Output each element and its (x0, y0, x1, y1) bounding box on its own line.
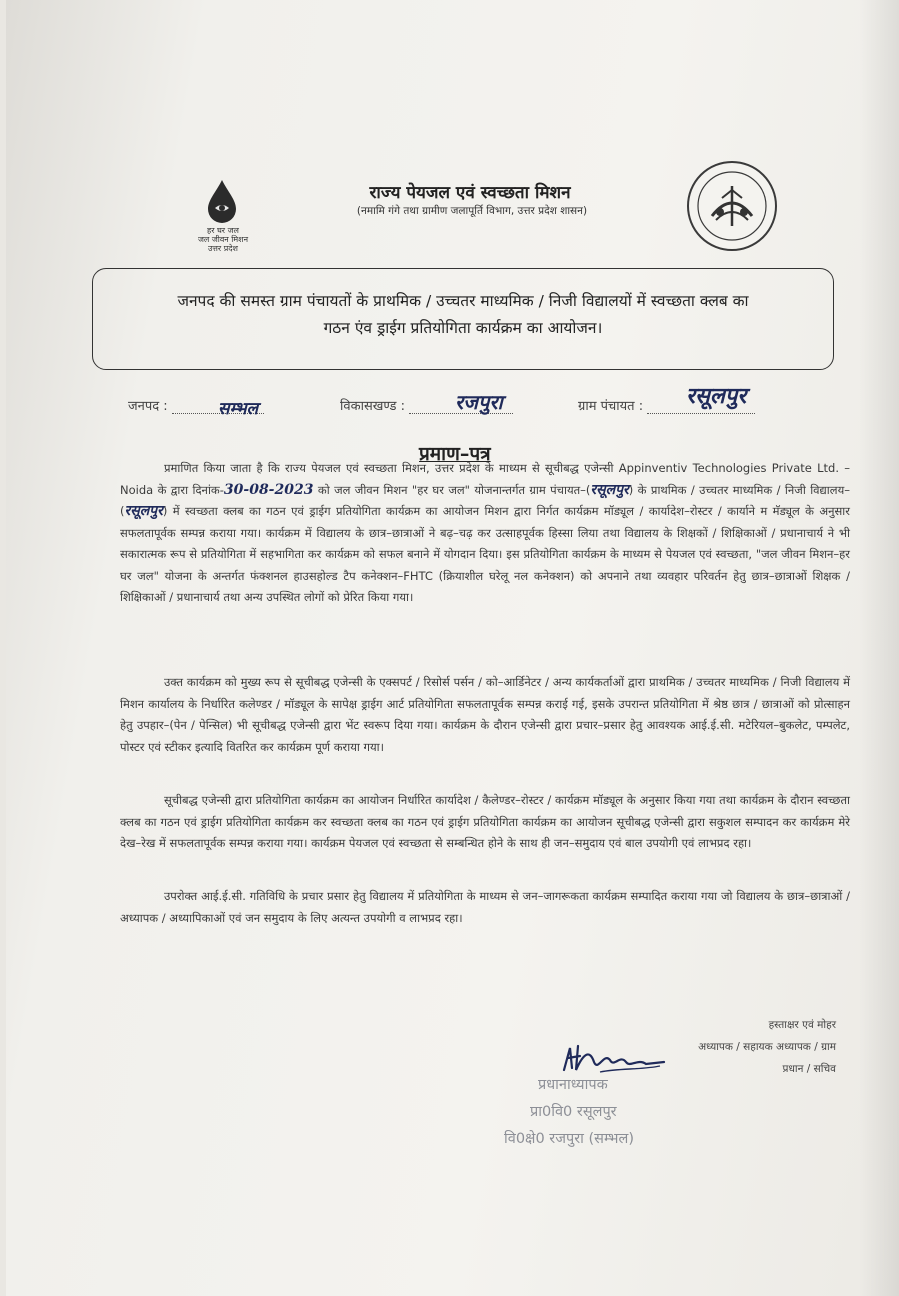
p1-text-a: प्रमाणित किया जाता है कि राज्य पेयजल एवं स्वच्छता मिशन, उत्तर प्रदेश के माध्यम से सूचीबद्ध एजेन्सी Appinventiv Technologies Private Ltd. – Noida के द्वारा दिनांक- (120, 461, 850, 497)
paragraph-1 (120, 458, 850, 609)
signature-label-1: हस्ताक्षर एवं मोहर (768, 1019, 836, 1031)
p2-text: उक्त कार्यक्रम को मुख्य रूप से सूचीबद्ध एजेन्सी के एक्सपर्ट / रिसोर्स पर्सन / को–आर्डिनेटर / अन्य कार्यकर्ताओं द्वारा प्राथमिक / उच्चतर माध्यमिक / निजी विद्यालय में मिशन कार्यालय के निर्धारित कलेण्डर / मॉड्यूल के सापेक्ष ड्राईग आर्ट प्रतियोगिता सफलतापूर्वक सम्पन्न कराई गई, इसके उपरान्त प्रतियोगिता में श्रेष्ठ छात्र / छात्राओं को प्रोत्साहन हेतु उपहार–(पेन / पेन्सिल) भी सूचीबद्ध एजेन्सी द्वारा भेंट स्वरूप दिया गया। कार्यक्रम के दौरान एजेन्सी द्वारा प्रचार–प्रसार हेतु आवश्यक आई.ई.सी. मटेरियल–बुकलेट, पम्पलेट, पोस्टर एवं स्टीकर इत्यादि वितरित कर कार्यक्रम पूर्ण कराया गया। (120, 675, 850, 754)
p1-text-b: को जल जीवन मिशन "हर घर जल" योजनान्तर्गत ग्राम पंचायत–( (313, 482, 591, 497)
district-label: जनपद : (128, 399, 168, 414)
district-value: सम्भल (218, 399, 259, 419)
logo-caption-1: हर घर जल (207, 226, 239, 235)
har-ghar-jal-logo (188, 178, 258, 264)
signature-block (650, 1014, 836, 1080)
p1-school: रसूलपुर (124, 503, 163, 519)
paragraph-3 (120, 790, 850, 855)
stamp-line-1: प्रधानाध्यापक (538, 1077, 608, 1093)
stamp-line-2: प्रा0वि0 रसूलपुर (530, 1104, 617, 1120)
signature-label-3: प्रधान / सचिव (782, 1063, 836, 1075)
headmaster-stamp (500, 1072, 700, 1162)
block-label: विकासखण्ड : (340, 399, 406, 414)
p3-text: सूचीबद्ध एजेन्सी द्वारा प्रतियोगिता कार्यक्रम का आयोजन निर्धारित कार्यादेश / कैलेण्डर–रोस्टर / कार्यक्रम मॉड्यूल के अनुसार किया गया तथा कार्यक्रम के दौरान स्वच्छता क्लब का गठन एवं ड्राईग प्रतियोगिता कार्यक्रम कर स्वच्छता क्लब का गठन एवं ड्राईग प्रतियोगिता कार्यक्रम का आयोजन सूचीबद्ध एजेन्सी द्वारा सकुशल सम्पादन कर कार्यक्रम मेरे देख–रेख में सफलतापूर्वक सम्पन्न कराया गया। कार्यक्रम पेयजल एवं स्वच्छता से सम्बन्धित होने के साथ ही जन–समुदाय एवं बाल उपयोगी एवं लाभप्रद रहा। (120, 793, 850, 850)
panchayat-label: ग्राम पंचायत : (578, 399, 644, 414)
signature-label-2: अध्यापक / सहायक अध्यापक / ग्राम (698, 1041, 836, 1053)
certificate-heading: प्रमाण–पत्र (419, 443, 491, 465)
block-value: रजपुरा (455, 390, 503, 414)
mission-subtitle: (नमामि गंगे तथा ग्रामीण जलापूर्ति विभाग, उत्तर प्रदेश शासन) (356, 205, 588, 217)
logo-caption-2: जल जीवन मिशन (197, 235, 249, 244)
mission-title: राज्य पेयजल एवं स्वच्छता मिशन (369, 183, 571, 203)
water-drop-icon (204, 178, 240, 226)
p1-text-c: ) के प्राथमिक / उच्चतर माध्यमिक / निजी विद्यालय–( (120, 482, 851, 518)
stamp-line-3: वि0क्षे0 रजपुरा (सम्भल) (504, 1131, 634, 1147)
p1-gram-panchayat: रसूलपुर (590, 481, 629, 498)
subject-line-1: जनपद की समस्त ग्राम पंचायतों के प्राथमिक / उच्चतर माध्यमिक / निजी विद्यालयों में स्वच्छता क्लब का (177, 292, 749, 310)
paragraph-4 (120, 886, 850, 929)
p1-text-d: ) में स्वच्छता क्लब का गठन एवं ड्राईग प्रतियोगिता कार्यक्रम का आयोजन मिशन द्वारा निर्गत कार्यक्रम मॉड्यूल / कार्यादेश–रोस्टर / कार्याने म मॅड्यूल के अनुसार सफलतापूर्वक सम्पन्न कराया गया। कार्यक्रम में विद्यालय के छात्र–छात्राओं ने बढ़–चढ़ कर उत्साहपूर्वक हिस्सा लिया तथा विद्यालय के शिक्षकों / शिक्षिकाओं / प्रधानाचार्य ने भी सकारात्मक रूप से प्रतियोगिता में सहभागिता कर कार्यक्रम को सफल बनाने में योगदान दिया। इस प्रतियोगिता कार्यक्रम के माध्यम से पेयजल एवं स्वच्छता, "जल जीवन मिशन–हर घर जल" योजना के अन्तर्गत फंक्शनल हाउसहोल्ड टैप कनेक्शन–FHTC (क्रियाशील घरेलू नल कनेक्शन) को अपनाने तथा व्यवहार परिवर्तन हेतु छात्र–छात्राओं शिक्षक / शिक्षिकाओं / प्रधानाचार्य तथा अन्य उपस्थित लोगों को प्रेरित किया गया। (120, 504, 850, 604)
subject-line-2: गठन एंव ड्राईग प्रतियोगिता कार्यक्रम का आयोजन। (323, 319, 603, 337)
page-shadow (859, 0, 899, 1296)
subject-text (104, 288, 822, 342)
p4-text: उपरोक्त आई.ई.सी. गतिविधि के प्रचार प्रसार हेतु विद्यालय में प्रतियोगिता के माध्यम से जन–जागरूकता कार्यक्रम सम्पादित कराया गया जो विद्यालय के छात्र–छात्राओं / अध्यापक / अध्यापिकाओं एवं जन समुदाय के लिए अत्यन्त उपयोगी व लाभप्रद रहा। (120, 889, 850, 925)
logo-caption-3: उत्तर प्रदेश (208, 244, 238, 253)
panchayat-value: रसूलपुर (686, 383, 747, 409)
up-government-seal-icon (686, 160, 778, 252)
paragraph-2 (120, 672, 850, 758)
p1-date: 30-08-2023 (223, 481, 314, 498)
